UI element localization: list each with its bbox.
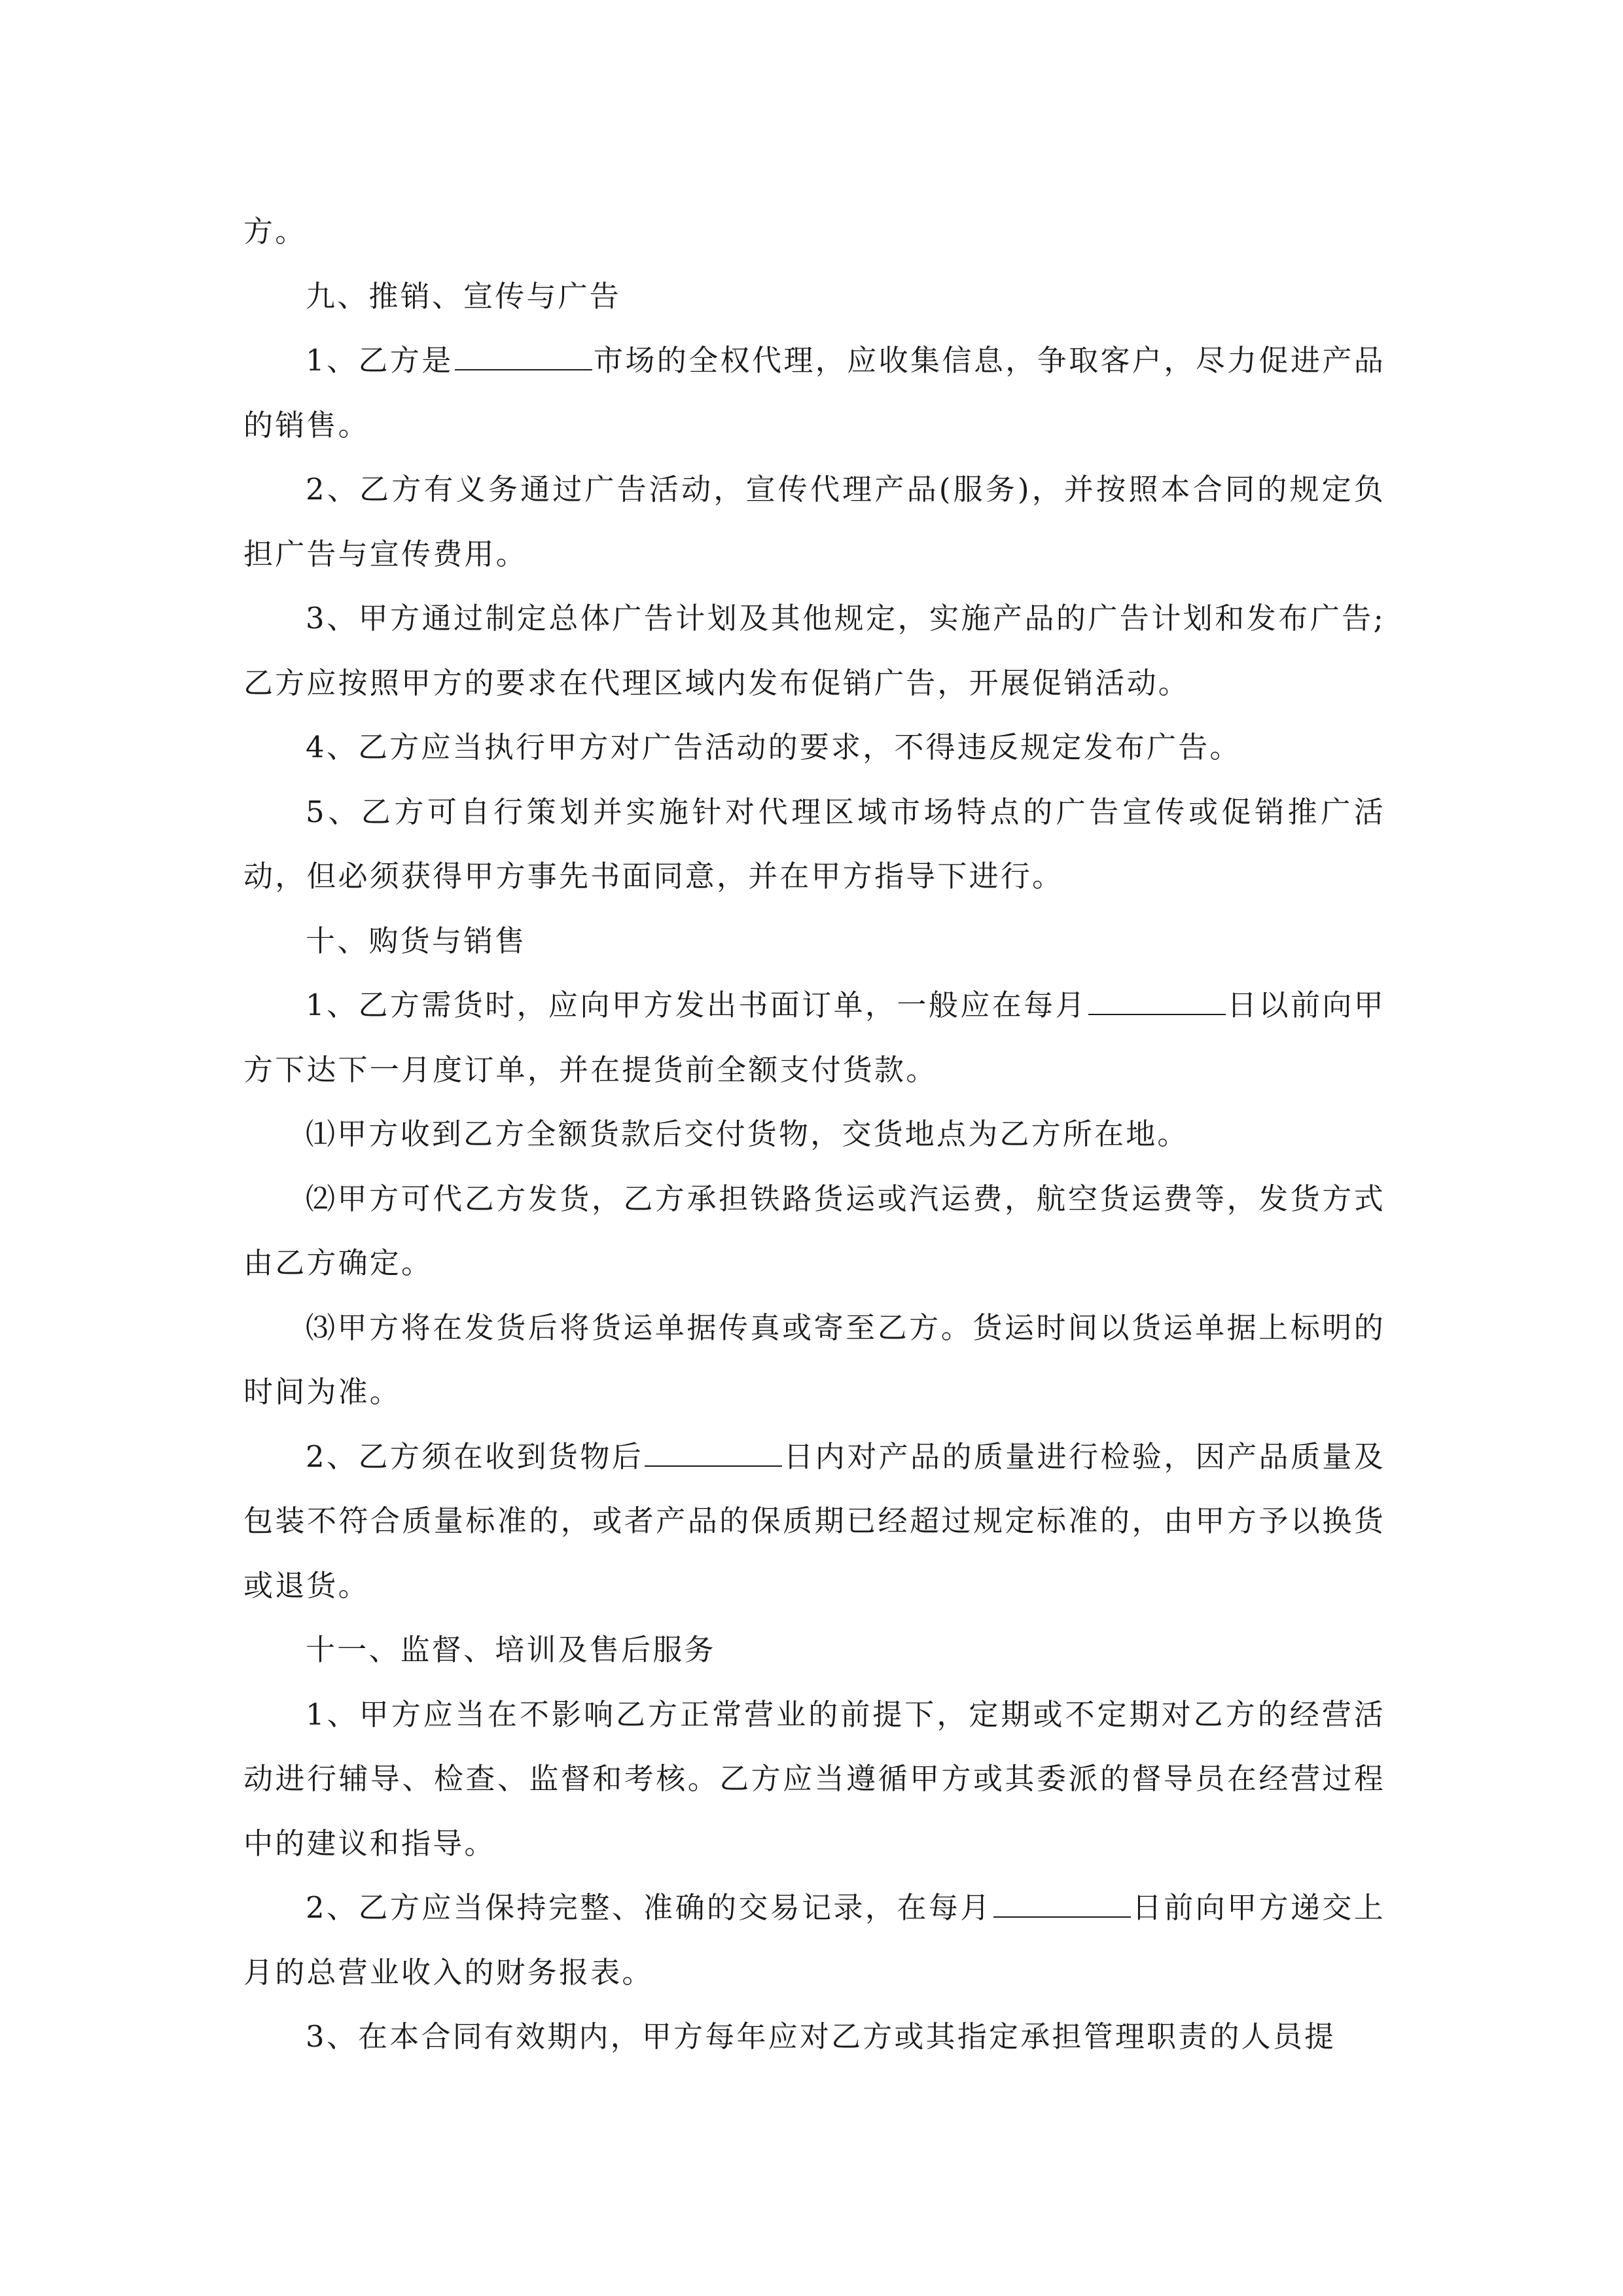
paragraph-text: ⑵甲方可代乙方发货，乙方承担铁路货运或汽运费，航空货运费等，发货方式由乙方确定。 bbox=[243, 1181, 1385, 1280]
paragraph-text: 3、在本合同有效期内，甲方每年应对乙方或其指定承担管理职责的人员提 bbox=[306, 2019, 1336, 2054]
paragraph-text: 2、乙方有义务通过广告活动，宣传代理产品(服务)，并按照本合同的规定负担广告与宣传费用。 bbox=[243, 472, 1385, 571]
paragraph bbox=[243, 715, 1385, 780]
paragraph-text: 3、甲方通过制定总体广告计划及其他规定，实施产品的广告计划和发布广告;乙方应按照甲方的要求在代理区域内发布促销广告，开展促销活动。 bbox=[243, 601, 1385, 700]
paragraph bbox=[243, 2005, 1385, 2070]
paragraph bbox=[243, 1296, 1385, 1425]
paragraph bbox=[243, 1683, 1385, 1876]
paragraph bbox=[243, 200, 1385, 264]
fill-in-blank bbox=[645, 1439, 782, 1467]
paragraph-text: 2、乙方应当保持完整、准确的交易记录，在每月 bbox=[306, 1890, 992, 1925]
paragraph bbox=[243, 909, 1385, 974]
fill-in-blank bbox=[455, 343, 592, 370]
fill-in-blank bbox=[993, 1890, 1131, 1918]
paragraph bbox=[243, 1876, 1385, 2005]
paragraph-text: 日以前向甲方下达下一月度订单，并在提货前全额支付货款。 bbox=[243, 988, 1385, 1087]
paragraph bbox=[243, 586, 1385, 715]
paragraph-text: 九、推销、宣传与广告 bbox=[306, 278, 622, 314]
paragraph-text: 1、乙方是 bbox=[306, 343, 454, 378]
paragraph bbox=[243, 1425, 1385, 1619]
paragraph-text: ⑴甲方收到乙方全额货款后交付货物，交货地点为乙方所在地。 bbox=[306, 1117, 1189, 1151]
document-body bbox=[243, 200, 1385, 2070]
paragraph bbox=[243, 973, 1385, 1102]
paragraph bbox=[243, 1618, 1385, 1683]
paragraph-text: 方。 bbox=[243, 214, 307, 249]
paragraph bbox=[243, 329, 1385, 457]
paragraph-text: 4、乙方应当执行甲方对广告活动的要求，不得违反规定发布广告。 bbox=[306, 730, 1241, 764]
paragraph-text: 日前向甲方递交上月的总营业收入的财务报表。 bbox=[243, 1890, 1385, 1990]
paragraph-text: 十、购货与销售 bbox=[306, 923, 527, 958]
paragraph-text: 1、甲方应当在不影响乙方正常营业的前提下，定期或不定期对乙方的经营活动进行辅导、检查、监督和考核。乙方应当遵循甲方或其委派的督导员在经营过程中的建议和指导。 bbox=[243, 1696, 1385, 1861]
paragraph bbox=[243, 457, 1385, 586]
paragraph-text: ⑶甲方将在发货后将货运单据传真或寄至乙方。货运时间以货运单据上标明的时间为准。 bbox=[243, 1310, 1385, 1409]
paragraph-text: 5、乙方可自行策划并实施针对代理区域市场特点的广告宣传或促销推广活动，但必须获得甲方事先书面同意，并在甲方指导下进行。 bbox=[243, 794, 1385, 893]
paragraph bbox=[243, 1102, 1385, 1167]
paragraph-text: 2、乙方须在收到货物后 bbox=[306, 1439, 644, 1474]
fill-in-blank bbox=[1088, 988, 1226, 1015]
paragraph-text: 日内对产品的质量进行检验，因产品质量及包装不符合质量标准的，或者产品的保质期已经超过规定标准的，由甲方予以换货或退货。 bbox=[243, 1439, 1385, 1603]
paragraph-text: 市场的全权代理，应收集信息，争取客户，尽力促进产品的销售。 bbox=[243, 343, 1385, 442]
paragraph-text: 1、乙方需货时，应向甲方发出书面订单，一般应在每月 bbox=[306, 988, 1087, 1022]
paragraph bbox=[243, 780, 1385, 909]
paragraph bbox=[243, 264, 1385, 329]
paragraph bbox=[243, 1167, 1385, 1296]
paragraph-text: 十一、监督、培训及售后服务 bbox=[306, 1632, 716, 1667]
